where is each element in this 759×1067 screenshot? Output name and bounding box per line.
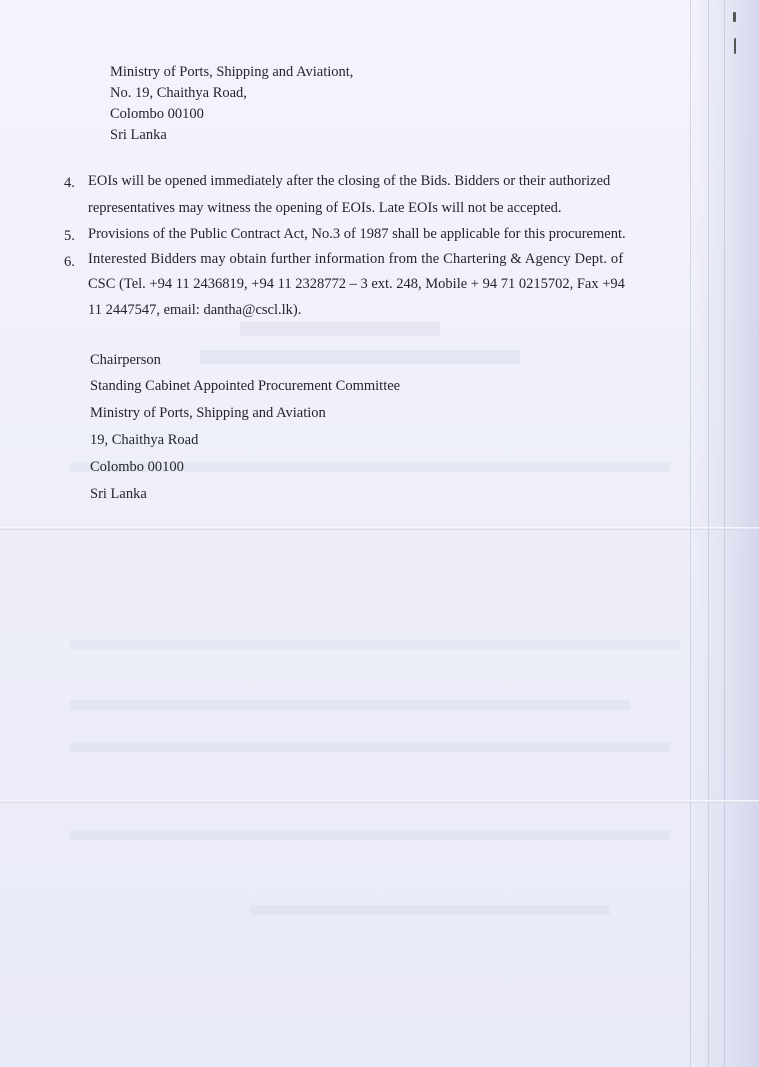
item-text-line: Interested Bidders may obtain further information from the Chartering & Agency Dept. of	[88, 251, 624, 267]
signature-line: Chairperson	[90, 352, 161, 368]
signature-line: 19, Chaithya Road	[90, 432, 199, 448]
page-edge-line	[708, 0, 709, 1067]
address-line: No. 19, Chaithya Road,	[110, 85, 247, 101]
signature-line: Colombo 00100	[90, 459, 184, 475]
signature-line: Standing Cabinet Appointed Procurement Committee	[90, 378, 401, 394]
bleed-through	[70, 742, 670, 752]
bleed-through	[70, 700, 630, 710]
page-edge-line	[724, 0, 725, 1067]
address-line: Ministry of Ports, Shipping and Aviationt,	[110, 64, 354, 80]
item-text-line: representatives may witness the opening of EOIs. Late EOIs will not be accepted.	[88, 200, 562, 216]
paper-fold	[0, 800, 759, 803]
paper-fold	[0, 527, 759, 530]
bleed-through	[250, 905, 610, 915]
bleed-through	[200, 350, 520, 364]
item-text-line: EOIs will be opened immediately after the closing of the Bids. Bidders or their authorized	[88, 173, 611, 189]
item-text-line: Provisions of the Public Contract Act, No.3 of 1987 shall be applicable for this procurement.	[88, 226, 626, 242]
staple-mark	[733, 12, 736, 22]
bleed-through	[240, 322, 440, 336]
address-line: Sri Lanka	[110, 127, 167, 143]
signature-line: Ministry of Ports, Shipping and Aviation	[90, 405, 326, 421]
bleed-through	[70, 830, 670, 840]
staple-mark	[734, 38, 736, 54]
signature-line: Sri Lanka	[90, 486, 147, 502]
item-text-line: CSC (Tel. +94 11 2436819, +94 11 2328772 – 3 ext. 248, Mobile + 94 71 0215702, Fax +94	[88, 276, 625, 292]
item-number: 5.	[64, 228, 75, 244]
item-number: 4.	[64, 175, 75, 191]
item-number: 6.	[64, 254, 75, 270]
address-line: Colombo 00100	[110, 106, 204, 122]
item-text-line: 11 2447547, email: dantha@cscl.lk).	[88, 302, 302, 318]
page-edge-line	[690, 0, 691, 1067]
bleed-through	[70, 640, 680, 650]
